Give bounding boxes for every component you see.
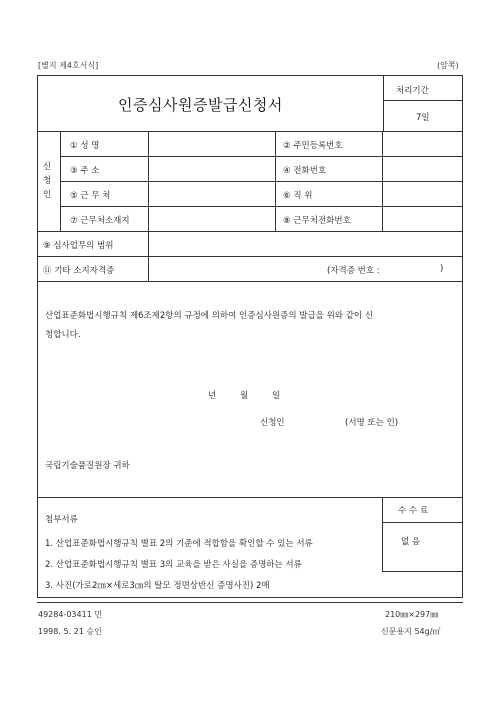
form-code: 49284-03411 민 xyxy=(38,610,103,619)
certificate-number-close: ) xyxy=(440,264,444,274)
position-label: ⑥ 직 위 xyxy=(283,191,313,201)
form-title: 인증심사원증발급신청서 xyxy=(118,96,283,114)
date-year: 년 xyxy=(208,391,217,401)
paper-size: 210㎜×297㎜ xyxy=(385,610,439,619)
phone-label: ④ 전화번호 xyxy=(283,166,327,176)
processing-period-label: 처리기간 xyxy=(396,86,429,96)
attachment-item-2: 2. 산업표준화법시행규칙 별표 3의 교육을 받은 사실을 증명하는 서류 xyxy=(45,560,302,570)
statement-line-1: 산업표준화법시행규칙 제6조제2항의 규정에 의하여 인증심사원증의 발급을 위와 같이 신 xyxy=(45,311,374,321)
signature-note: (서명 또는 인) xyxy=(345,418,399,428)
applicant-side-label-2: 청 xyxy=(43,176,52,186)
form-number: [별지 제4호서식] xyxy=(38,61,99,70)
fee-value: 없 음 xyxy=(401,537,421,547)
scope-label: ⑨ 심사업무의 범위 xyxy=(43,241,114,251)
paper-type: 신문용지 54g/㎡ xyxy=(381,627,441,636)
applicant-side-label-1: 신 xyxy=(43,162,52,172)
attachment-item-3: 3. 사진(가로2㎝×세로3㎝의 탈모 정면상반신 증명사진) 2매 xyxy=(45,581,270,591)
date-day: 일 xyxy=(272,391,281,401)
recipient: 국립기술품질원장 귀하 xyxy=(45,461,130,471)
workplace-address-label: ⑦ 근무처소재지 xyxy=(70,216,130,226)
page-side: (앞쪽) xyxy=(437,61,459,70)
workplace-label: ⑤ 근 무 처 xyxy=(70,191,111,201)
workplace-phone-label: ⑧ 근무처전화번호 xyxy=(283,216,351,226)
approval-date: 1998. 5. 21 승인 xyxy=(38,627,102,636)
certificate-number-label: (자격증 번호 : xyxy=(327,266,380,276)
name-label: ① 성 명 xyxy=(70,141,100,151)
statement-line-2: 청합니다. xyxy=(45,330,81,340)
attachments-title: 첨부서류 xyxy=(45,515,78,525)
attachment-item-1: 1. 산업표준화법시행규칙 별표 2의 기준에 적합함을 확인할 수 있는 서류 xyxy=(45,539,313,549)
processing-period-value: 7일 xyxy=(416,113,430,123)
address-label: ③ 주 소 xyxy=(70,166,100,176)
applicant-side-label-3: 인 xyxy=(43,190,52,200)
applicant-signature-label: 신청인 xyxy=(260,418,285,428)
fee-label: 수 수 료 xyxy=(398,506,429,516)
form-frame xyxy=(37,75,463,598)
date-month: 월 xyxy=(240,391,249,401)
other-certificate-label: ⑪ 기타 소지자격증 xyxy=(43,266,115,276)
resident-number-label: ② 주민등록번호 xyxy=(283,141,343,151)
